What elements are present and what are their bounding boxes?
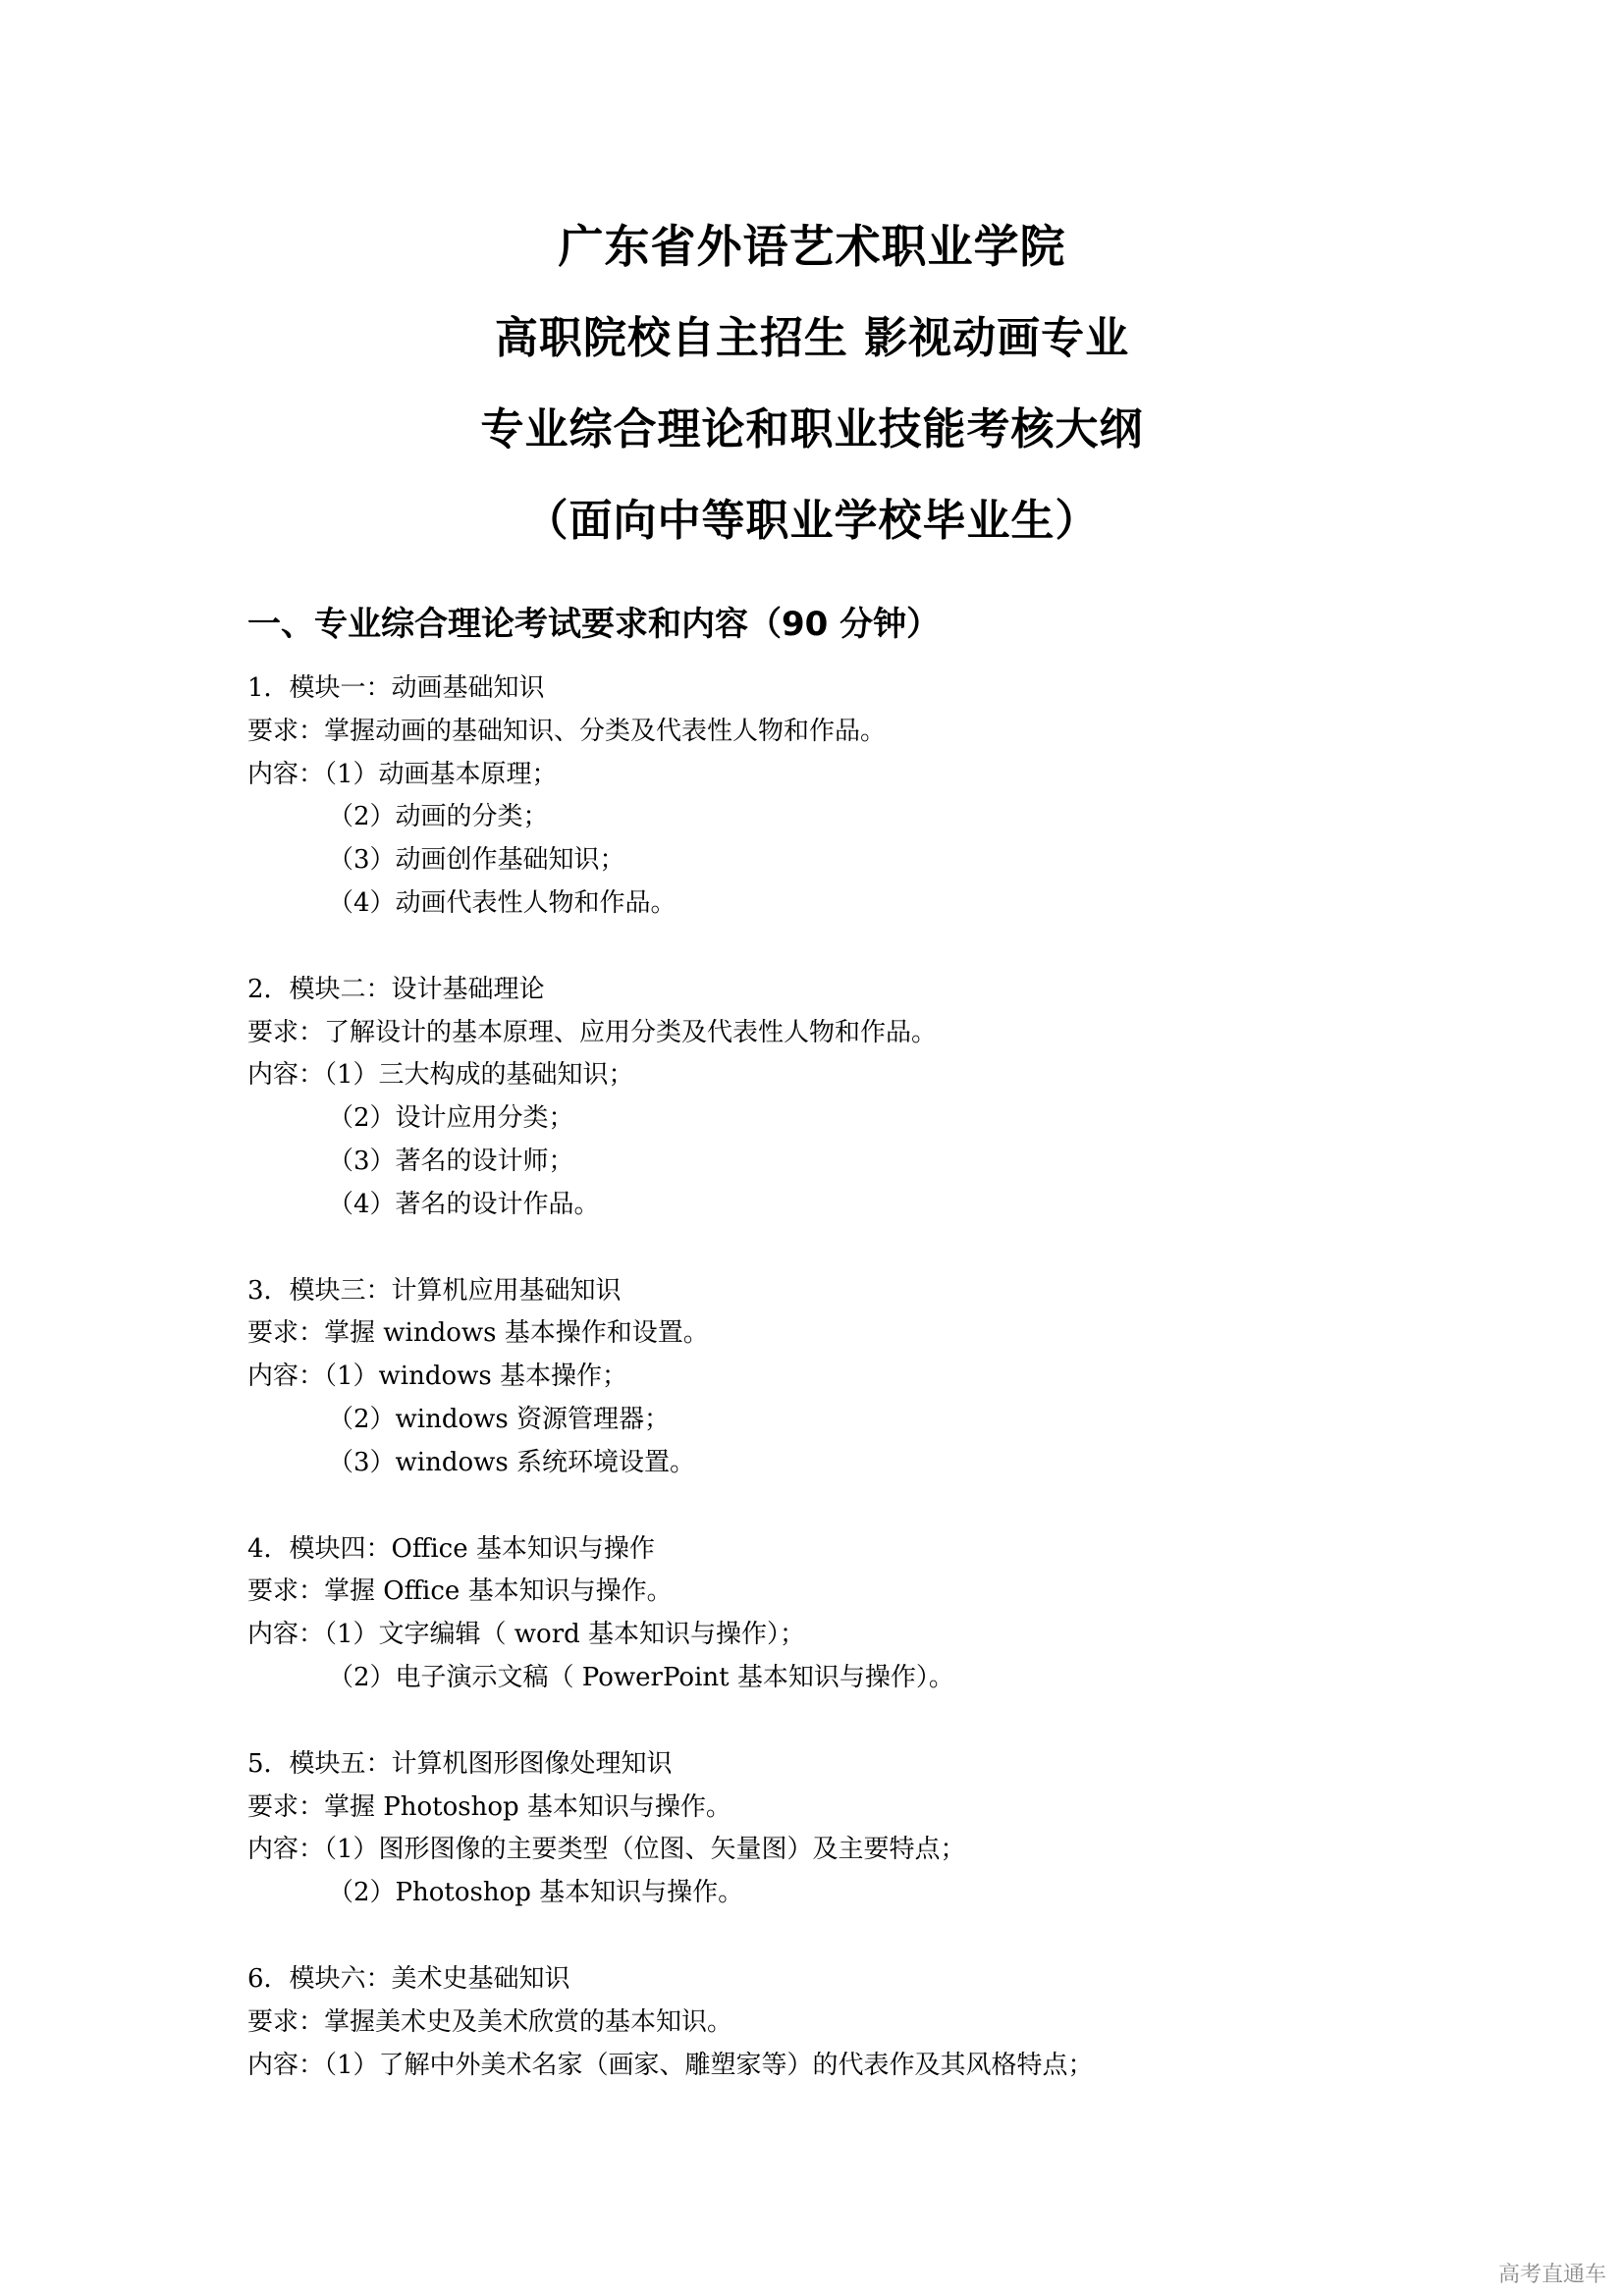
- module-content-item: （2）电子演示文稿（ PowerPoint 基本知识与操作）。: [328, 1662, 954, 1692]
- title-school-name: 广东省外语艺术职业学院: [558, 220, 1066, 273]
- module-content-item: 内容：（1）文字编辑（ word 基本知识与操作）；: [247, 1620, 806, 1650]
- module-2: [247, 969, 1426, 1227]
- title-outline: 专业综合理论和职业技能考核大纲: [480, 404, 1144, 454]
- module-heading: 6．模块六：美术史基础知识: [247, 1963, 570, 1994]
- module-content-item: 内容：（1）三大构成的基础知识；: [247, 1060, 634, 1091]
- section-heading-theory-exam: 一、专业综合理论考试要求和内容（90 分钟）: [247, 605, 941, 644]
- module-content-item: （2）动画的分类；: [328, 802, 549, 832]
- module-heading: 5．模块五：计算机图形图像处理知识: [247, 1748, 673, 1779]
- module-content-item: （4）动画代表性人物和作品。: [328, 887, 677, 918]
- module-content-item: （2）设计应用分类；: [328, 1103, 574, 1134]
- title-audience: （面向中等职业学校毕业生）: [524, 496, 1100, 546]
- module-requirement: 要求：掌握 windows 基本操作和设置。: [247, 1318, 709, 1349]
- module-content-item: （4）著名的设计作品。: [328, 1189, 600, 1219]
- module-requirement: 要求：掌握动画的基础知识、分类及代表性人物和作品。: [247, 716, 887, 746]
- document-title-block: [0, 201, 1624, 566]
- watermark: 高考直通车: [1497, 2263, 1606, 2287]
- module-heading: 4．模块四：Office 基本知识与操作: [247, 1533, 655, 1564]
- module-content-item: （3）动画创作基础知识；: [328, 845, 625, 876]
- module-content-item: 内容：（1）windows 基本操作；: [247, 1362, 628, 1392]
- module-requirement: 要求：掌握美术史及美术欣赏的基本知识。: [247, 2006, 733, 2037]
- module-requirement: 要求：掌握 Office 基本知识与操作。: [247, 1576, 673, 1607]
- module-1: [247, 667, 1426, 926]
- module-requirement: 要求：了解设计的基本原理、应用分类及代表性人物和作品。: [247, 1017, 938, 1047]
- module-content-item: （3）windows 系统环境设置。: [328, 1447, 696, 1477]
- module-6: [247, 1958, 1426, 2087]
- module-content-item: （3）著名的设计师；: [328, 1146, 574, 1176]
- module-content-item: 内容：（1）了解中外美术名家（画家、雕塑家等）的代表作及其风格特点；: [247, 2050, 1094, 2080]
- title-program: 高职院校自主招生 影视动画专业: [494, 313, 1130, 363]
- module-content-item: 内容：（1）图形图像的主要类型（位图、矢量图）及主要特点；: [247, 1835, 966, 1865]
- module-heading: 1．模块一：动画基础知识: [247, 673, 545, 703]
- module-5: [247, 1743, 1426, 1915]
- module-list: [247, 667, 1426, 2130]
- module-content-item: （2）windows 资源管理器；: [328, 1404, 671, 1434]
- module-3: [247, 1270, 1426, 1485]
- module-content-item: 内容：（1）动画基本原理；: [247, 759, 558, 789]
- module-4: [247, 1528, 1426, 1700]
- module-content-item: （2）Photoshop 基本知识与操作。: [328, 1878, 744, 1908]
- module-heading: 2．模块二：设计基础理论: [247, 974, 545, 1004]
- module-heading: 3．模块三：计算机应用基础知识: [247, 1275, 622, 1306]
- module-requirement: 要求：掌握 Photoshop 基本知识与操作。: [247, 1791, 731, 1822]
